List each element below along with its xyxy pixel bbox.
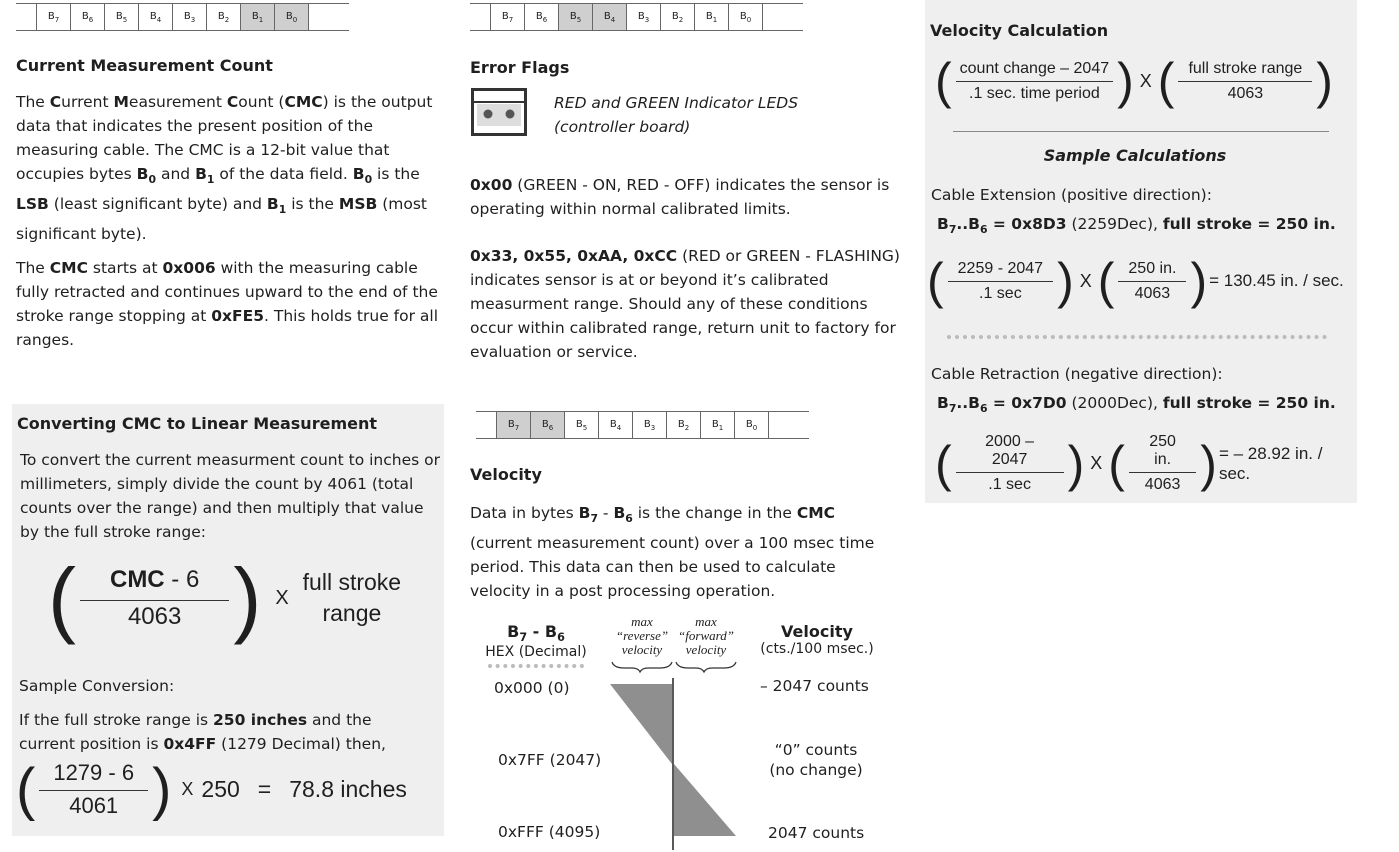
led-icon — [471, 88, 527, 136]
velocity-row: 0xFFF (4095) — [498, 823, 601, 841]
reverse-brace — [612, 662, 672, 672]
convert-text: To convert the current measurment count to inches or millimeters, simply divide the count by 4061 (total counts over the range) and then multiply that value by the full stroke range: — [20, 451, 440, 541]
byte-cell: $B_1$ — [694, 4, 728, 30]
error-paragraph-2: 0x33, 0x55, 0xAA, 0xCC (RED or GREEN - FLASHING) indicates sensor is at or beyond it’s calibrated measurment range. Should any of these conditions occur within calibrated range, return unit to factory for evaluation or service. — [470, 247, 900, 361]
convert-panel — [12, 404, 444, 836]
velocity-value: 2047 counts — [768, 824, 865, 842]
byte-cell-highlight: $B_5$ — [558, 4, 592, 30]
byte-cell-highlight: $B_1$ — [240, 4, 274, 30]
divider — [953, 131, 1329, 132]
byte-cell: $B_4$ — [598, 412, 632, 438]
velocity-col1-header: $B_7 - B_6$ HEX (Decimal) — [476, 622, 596, 668]
sample-formula: ( $\frac{1279 - 6}{4061}$ ) X 250 = 78.8 inches — [16, 756, 407, 822]
byte-cell: $B_7$ — [36, 4, 70, 30]
byte-cell: $B_0$ — [728, 4, 762, 30]
led-caption: RED and GREEN Indicator LEDS (controller board) — [554, 94, 799, 136]
velocity-row: 0x000 (0) — [494, 679, 570, 697]
cmc-paragraph-2: The CMC starts at 0x006 with the measuring cable fully retracted and continues upward to the end of the stroke range stopping at 0xFE5. This holds true for all ranges. — [16, 259, 439, 349]
byte-cell: $B_4$ — [138, 4, 172, 30]
velocity-value: “0” counts (no change) — [769, 741, 863, 779]
velocity-row: 0x7FF (2047) — [498, 751, 602, 769]
sample-text: If the full stroke range is 250 inches and the current position is 0x4FF (1279 Decimal) then, — [19, 711, 386, 753]
retraction-label: Cable Retraction (negative direction): — [931, 365, 1223, 383]
byte-cell: $B_6$ — [70, 4, 104, 30]
byte-cell: $B_0$ — [734, 412, 768, 438]
byte-cell-highlight: $B_7$ — [496, 412, 530, 438]
byte-cell: $B_7$ — [490, 4, 524, 30]
velocity-value: – 2047 counts — [760, 677, 869, 695]
byte-cell: $B_3$ — [632, 412, 666, 438]
byte-bar-velocity — [476, 411, 809, 439]
convert-heading: Converting CMC to Linear Measurement — [17, 414, 377, 433]
byte-cell: $B_2$ — [666, 412, 700, 438]
right-paren: ) — [233, 551, 262, 645]
byte-cell: $B_3$ — [626, 4, 660, 30]
sample-calc-heading: Sample Calculations — [1043, 146, 1227, 165]
velocity-paragraph: Data in bytes $B_7 - B_6$ is the change in the CMC (current measurement count) over a 100 msec time period. This data can then be used to calculate velocity in a post processing operation. — [470, 504, 875, 601]
forward-triangle — [674, 764, 736, 836]
byte-bar-error — [470, 3, 803, 31]
extension-label: Cable Extension (positive direction): — [931, 186, 1212, 204]
reverse-triangle — [610, 684, 672, 764]
byte-cell-highlight: $B_6$ — [530, 412, 564, 438]
velocity-col3-header: Velocity (cts./100 msec.) — [760, 622, 874, 657]
convert-formula — [48, 551, 402, 645]
byte-cell: $B_2$ — [206, 4, 240, 30]
retraction-formula: ( $\frac{2000 - 2047}{.1 \sec}$ ) X ( $\frac{250 in.}{4063}$ ) = – 28.92 in. / sec. — [935, 433, 1323, 493]
extension-values: $B_7..B_6 = 0x8D3$ (2259Dec), full stroke = 250 in. — [937, 215, 1336, 237]
sample-label: Sample Conversion: — [19, 677, 175, 695]
velocity-diagram — [604, 656, 744, 852]
max-reverse-label: max “reverse” velocity — [615, 614, 669, 657]
velocity-calc-panel — [925, 0, 1357, 503]
led-board-icon — [471, 88, 527, 136]
byte-cell: $B_2$ — [660, 4, 694, 30]
dotted-divider — [947, 335, 1327, 339]
byte-bar-cmc — [16, 3, 349, 31]
error-heading: Error Flags — [470, 58, 570, 77]
byte-cell-highlight: $B_4$ — [592, 4, 626, 30]
forward-brace — [676, 662, 736, 672]
calc-formula: ( $\frac{\text{count change – 2047}}{\text{.1 sec. time period}}$ ) X ( $\frac{\text{full stroke range}}{4063}$ ) — [935, 53, 1333, 109]
byte-cell: $B_1$ — [700, 412, 734, 438]
stroke-label: full stroke range — [302, 569, 402, 626]
retraction-values: $B_7..B_6 = 0x7D0$ (2000Dec), full stroke = 250 in. — [937, 394, 1336, 416]
byte-cell: $B_5$ — [564, 412, 598, 438]
cmc-heading: Current Measurement Count — [16, 56, 273, 75]
max-forward-label: max “forward” velocity — [678, 614, 734, 657]
byte-cell: $B_5$ — [104, 4, 138, 30]
left-paren: ( — [48, 551, 76, 645]
calc-heading: Velocity Calculation — [930, 21, 1109, 40]
byte-cell: $B_6$ — [524, 4, 558, 30]
times-sign: X — [275, 586, 289, 609]
error-paragraph-1: 0x00 (GREEN - ON, RED - OFF) indicates the sensor is operating within normal calibrated limits. — [470, 176, 890, 218]
byte-cell: $B_3$ — [172, 4, 206, 30]
extension-formula: ( $\frac{2259 - 2047}{.1 \sec}$ ) X ( $\frac{250 in.}{4063}$ ) = 130.45 in. / sec. — [927, 253, 1344, 309]
byte-cell-highlight: $B_0$ — [274, 4, 308, 30]
fraction: $\frac{\text{CMC - 6}}{4063}$ — [80, 566, 229, 631]
velocity-heading: Velocity — [470, 465, 542, 484]
cmc-paragraph-1: The Current Measurement Count (CMC) is the output data that indicates the present position of the measuring cable. The CMC is a 12-bit value that occupies bytes $B_0$ and $B_1$ of the data field. $B_0$ is the LSB (least significant byte) and $B_1$ is the MSB (most significant byte). — [16, 93, 433, 244]
